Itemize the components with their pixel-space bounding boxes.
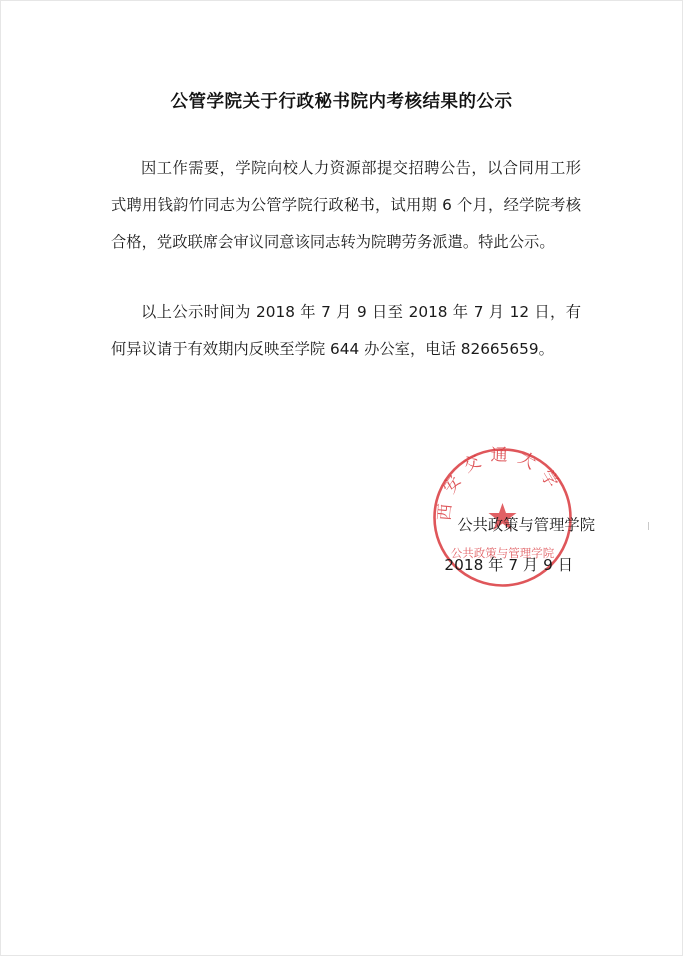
signature-organization: 公共政策与管理学院 [457, 516, 595, 534]
svg-text:公共政策与管理学院: 公共政策与管理学院 [450, 546, 555, 560]
body-paragraph-2: 以上公示时间为 2018 年 7 月 9 日至 2018 年 7 月 12 日，有何异议请于有效期内反映至学院 644 办公室，电话 82665659。 [111, 303, 581, 358]
document-title: 公管学院关于行政秘书院内考核结果的公示 [170, 92, 513, 112]
scan-mark [648, 522, 649, 530]
body-paragraph-1: 因工作需要，学院向校人力资源部提交招聘公告，以合同用工形式聘用钱韵竹同志为公管学院行政秘书，试用期 6 个月，经学院考核合格，党政联席会审议同意该同志转为院聘劳务派遣。特此公示。 [111, 159, 581, 251]
svg-text:西安交通大学: 西安交通大学 [434, 445, 567, 522]
signature-date: 2018 年 7 月 9 日 [444, 556, 573, 574]
